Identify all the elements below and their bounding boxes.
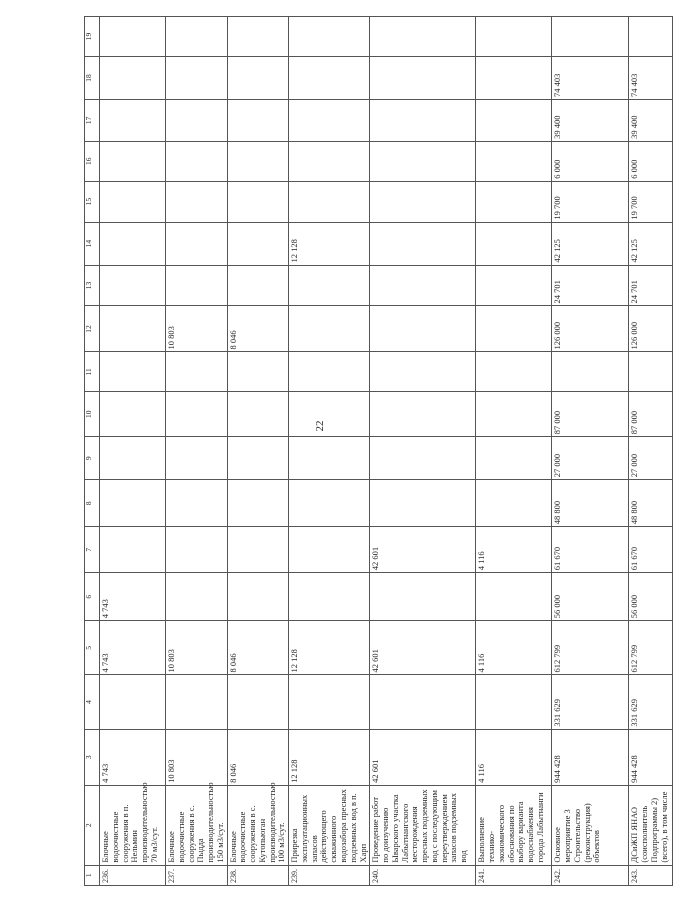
table-cell: 19 700 [629,181,673,222]
table-cell: 12 128 [289,222,370,265]
table-cell [476,141,552,181]
table-cell [166,437,228,480]
table-cell: 126 000 [629,306,673,352]
table-cell [289,99,370,141]
table-cell: 4 743 [100,573,166,621]
row-index: 242. [552,865,629,885]
table-cell [166,675,228,729]
table-cell: 61 670 [552,527,629,573]
table-cell [166,181,228,222]
table-cell: 331 629 [552,675,629,729]
table-cell: 4 743 [100,729,166,785]
table-cell: 87 000 [552,392,629,437]
column-header: 15 [85,181,100,222]
table-cell: 126 000 [552,306,629,352]
table-cell: 27 000 [552,437,629,480]
table-cell [552,17,629,57]
row-description: Блочные водоочистные сооружения в с. Пыдда производительностью 150 м3/сут. [166,785,228,865]
table-cell: 8 046 [227,729,289,785]
table-cell: 10 803 [166,729,228,785]
table-cell [370,480,476,527]
table-cell [100,141,166,181]
row-description: Прирезка эксплуатационных запасов действующего скважинного водозабора пресных подземных вод в п. Харп [289,785,370,865]
table-cell [227,352,289,392]
table-cell [476,573,552,621]
table-cell [227,573,289,621]
column-header: 6 [85,573,100,621]
table-cell [289,675,370,729]
table-cell [100,265,166,306]
budget-table [84,16,673,886]
table-cell [476,675,552,729]
table-cell [289,17,370,57]
header-row [85,17,100,886]
column-header: 9 [85,437,100,480]
row-index: 241. [476,865,552,885]
page-number: 22 [314,420,326,432]
table-cell: 612 799 [552,621,629,675]
table-cell [166,57,228,100]
table-cell: 8 046 [227,306,289,352]
table-cell [370,222,476,265]
column-header: 19 [85,17,100,57]
table-cell [476,306,552,352]
table-cell [629,352,673,392]
column-header: 14 [85,222,100,265]
table-cell: 39 400 [629,99,673,141]
row-description: ДСиЖП ЯНАО (соисполнитель Подпрограммы 2) (всего), в том числе [629,785,673,865]
table-cell [227,222,289,265]
table-cell: 4 116 [476,729,552,785]
column-header: 10 [85,392,100,437]
table-cell [100,57,166,100]
table-cell: 42 601 [370,527,476,573]
column-header: 16 [85,141,100,181]
table-cell: 61 670 [629,527,673,573]
table-cell [289,306,370,352]
table-cell [476,352,552,392]
table-cell [227,57,289,100]
table-cell [476,265,552,306]
row-index: 243. [629,865,673,885]
table-row [629,17,673,886]
table-cell: 42 601 [370,621,476,675]
table-cell: 6 000 [629,141,673,181]
table-cell [166,99,228,141]
table-cell [227,17,289,57]
table-cell [100,392,166,437]
table-cell: 944 428 [629,729,673,785]
table-cell [166,352,228,392]
table-cell [166,573,228,621]
row-description: Блочные водоочистные сооружения в п. Нельмин производительностью 70 м3/сут. [100,785,166,865]
table-row [476,17,552,886]
table-cell [227,480,289,527]
table-cell [370,306,476,352]
column-header: 1 [85,865,100,885]
column-header: 4 [85,675,100,729]
table-cell: 612 799 [629,621,673,675]
table-cell [476,17,552,57]
column-header: 5 [85,621,100,675]
table-cell [166,17,228,57]
row-index: 240. [370,865,476,885]
table-cell [100,352,166,392]
table-cell [166,141,228,181]
table-cell: 56 000 [552,573,629,621]
table-cell [100,527,166,573]
table-cell: 42 601 [370,729,476,785]
table-cell: 48 800 [552,480,629,527]
table-cell: 74 403 [629,57,673,100]
table-cell [227,527,289,573]
column-header: 12 [85,306,100,352]
table-cell [289,141,370,181]
row-description: Основное мероприятие 3 Строительство (реконструкция) объектов [552,785,629,865]
table-cell: 24 701 [552,265,629,306]
table-cell [476,437,552,480]
table-row [166,17,228,886]
column-header: 7 [85,527,100,573]
table-cell [166,527,228,573]
table-cell [100,437,166,480]
table-cell [370,392,476,437]
table-cell [370,265,476,306]
table-cell [370,675,476,729]
table-cell [370,437,476,480]
table-cell [227,181,289,222]
table-cell [476,392,552,437]
table-cell [552,352,629,392]
table-cell [289,265,370,306]
table-cell [166,392,228,437]
table-cell [370,57,476,100]
table-cell [100,181,166,222]
table-cell [370,17,476,57]
table-cell [289,57,370,100]
column-header: 13 [85,265,100,306]
table-cell [166,480,228,527]
table-cell: 74 403 [552,57,629,100]
table-row [227,17,289,886]
table-cell: 48 800 [629,480,673,527]
table-cell [227,437,289,480]
table-cell: 4 116 [476,621,552,675]
row-index: 238. [227,865,289,885]
table-cell: 12 128 [289,621,370,675]
column-header: 11 [85,352,100,392]
table-row [100,17,166,886]
table-cell [370,573,476,621]
table-cell: 24 701 [629,265,673,306]
table-cell [370,141,476,181]
table-cell: 8 046 [227,621,289,675]
table-cell [289,181,370,222]
table-cell [100,306,166,352]
table-cell: 19 700 [552,181,629,222]
table-cell [289,480,370,527]
table-cell: 42 125 [552,222,629,265]
table-row [289,17,370,886]
table-cell: 87 000 [629,392,673,437]
column-header: 17 [85,99,100,141]
table-row [552,17,629,886]
table-cell [370,99,476,141]
table-cell: 10 803 [166,306,228,352]
table-cell [629,17,673,57]
table-cell: 39 400 [552,99,629,141]
table-cell: 42 125 [629,222,673,265]
table-cell: 6 000 [552,141,629,181]
table-row [370,17,476,886]
row-description: Проведение работ по доизучению Ыварского участка Лабытнангского месторождения пресных подземных вод с последующим переутверждением запасов подземных вод [370,785,476,865]
table-cell: 10 803 [166,621,228,675]
table-cell [476,99,552,141]
column-header: 18 [85,57,100,100]
table-cell [227,99,289,141]
table-cell [166,265,228,306]
table-cell [476,222,552,265]
table-cell: 4 116 [476,527,552,573]
table-cell [227,141,289,181]
table-cell [476,181,552,222]
table-cell [100,17,166,57]
row-index: 237. [166,865,228,885]
table-cell [100,222,166,265]
table-cell [227,392,289,437]
row-index: 239. [289,865,370,885]
row-description: Блочные водоочистные сооружения в с. Кутопьюган производительностью 100 м3/сут. [227,785,289,865]
column-header: 3 [85,729,100,785]
table-cell [100,480,166,527]
table-cell [166,222,228,265]
column-header: 8 [85,480,100,527]
row-index: 236. [100,865,166,885]
table-cell: 944 428 [552,729,629,785]
table-cell: 4 743 [100,621,166,675]
table-cell [289,573,370,621]
table-cell [476,480,552,527]
table-cell [289,392,370,437]
table-cell [227,675,289,729]
table-cell: 12 128 [289,729,370,785]
table-cell [370,181,476,222]
table-cell [289,352,370,392]
rotated-table-wrapper [84,16,669,886]
row-description: Выполнение технико-экономического обоснования по выбору варианта водоснабжения города Лабытнанги [476,785,552,865]
table-cell [289,527,370,573]
table-cell: 27 000 [629,437,673,480]
column-header: 2 [85,785,100,865]
table-cell [289,437,370,480]
table-cell [227,265,289,306]
table-cell: 56 000 [629,573,673,621]
table-cell [100,99,166,141]
table-cell [370,352,476,392]
table-cell [100,675,166,729]
table-cell: 331 629 [629,675,673,729]
table-cell [476,57,552,100]
